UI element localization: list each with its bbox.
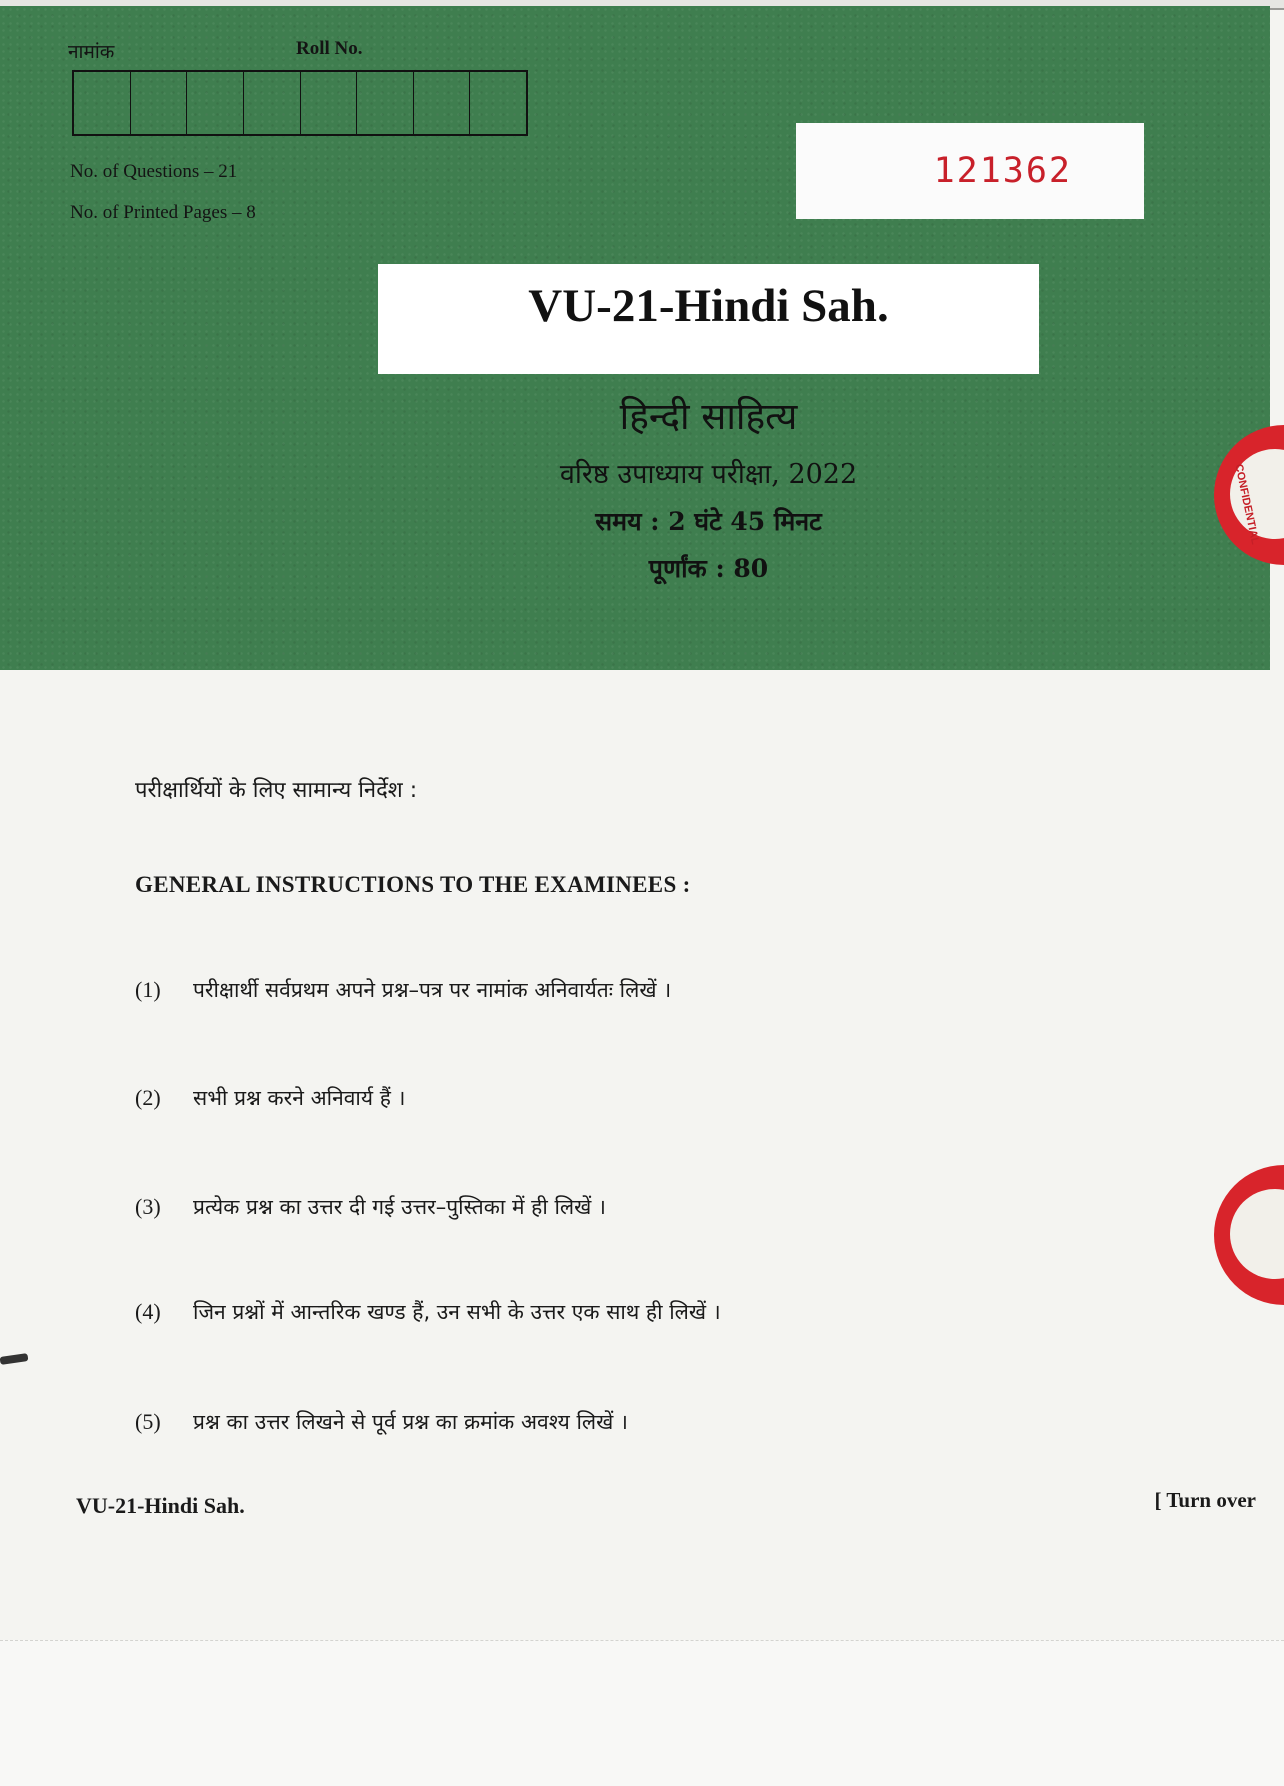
instruction-text: प्रश्न का उत्तर लिखने से पूर्व प्रश्न का क्रमांक अवश्य लिखें । <box>193 1410 628 1434</box>
roll-cell <box>357 72 414 134</box>
instruction-item <box>135 1193 606 1221</box>
instruction-number: (3) <box>135 1194 161 1219</box>
roll-label-english: Roll No. <box>296 38 363 59</box>
max-marks: पूर्णांक : 80 <box>648 554 769 583</box>
paper-code-box <box>378 264 1039 374</box>
roll-cell <box>301 72 358 134</box>
instruction-item <box>135 976 671 1004</box>
instructions-heading-hindi: परीक्षार्थियों के लिए सामान्य निर्देश : <box>135 778 418 803</box>
roll-number-boxes <box>72 70 528 136</box>
roll-cell <box>244 72 301 134</box>
roll-cell <box>187 72 244 134</box>
instruction-item <box>135 1408 628 1436</box>
exam-name: वरिष्ठ उपाध्याय परीक्षा, 2022 <box>559 459 858 490</box>
seal-inner <box>1230 1189 1284 1279</box>
instruction-item <box>135 1084 406 1112</box>
instruction-text: सभी प्रश्न करने अनिवार्य हैं । <box>193 1086 406 1110</box>
roll-cell <box>131 72 188 134</box>
page-count: No. of Printed Pages – 8 <box>70 202 256 223</box>
seal-text: CONFIDENTIAL <box>1232 463 1262 546</box>
footer-paper-code: VU-21-Hindi Sah. <box>76 1493 245 1518</box>
page-bottom-band <box>0 1640 1284 1786</box>
instructions-heading-english: GENERAL INSTRUCTIONS TO THE EXAMINEES : <box>135 872 691 897</box>
roll-cell <box>414 72 471 134</box>
serial-number: 121362 <box>933 151 1072 191</box>
margin-mark <box>0 1353 28 1365</box>
instruction-number: (4) <box>135 1299 161 1324</box>
cover-panel <box>0 6 1270 670</box>
instruction-number: (1) <box>135 977 161 1002</box>
instruction-item <box>135 1298 721 1326</box>
instruction-number: (5) <box>135 1409 161 1434</box>
roll-cell <box>470 72 526 134</box>
instruction-number: (2) <box>135 1085 161 1110</box>
instruction-text: प्रत्येक प्रश्न का उत्तर दी गई उत्तर–पुस्तिका में ही लिखें । <box>193 1195 606 1219</box>
instruction-text: जिन प्रश्नों में आन्तरिक खण्ड हैं, उन सभी के उत्तर एक साथ ही लिखें । <box>193 1300 721 1324</box>
instruction-text: परीक्षार्थी सर्वप्रथम अपने प्रश्न–पत्र पर नामांक अनिवार्यतः लिखें । <box>193 978 672 1002</box>
roll-label-hindi: नामांक <box>68 42 115 63</box>
roll-cell <box>74 72 131 134</box>
exam-duration: समय : 2 घंटे 45 मिनट <box>595 507 822 536</box>
seal-stamp-icon <box>1214 1165 1284 1305</box>
question-count: No. of Questions – 21 <box>70 161 238 182</box>
footer-turn-over: [ Turn over <box>1154 1488 1256 1512</box>
serial-number-box <box>796 123 1144 219</box>
paper-code-title: VU-21-Hindi Sah. <box>528 280 889 332</box>
subject-title: हिन्दी साहित्य <box>619 395 798 438</box>
